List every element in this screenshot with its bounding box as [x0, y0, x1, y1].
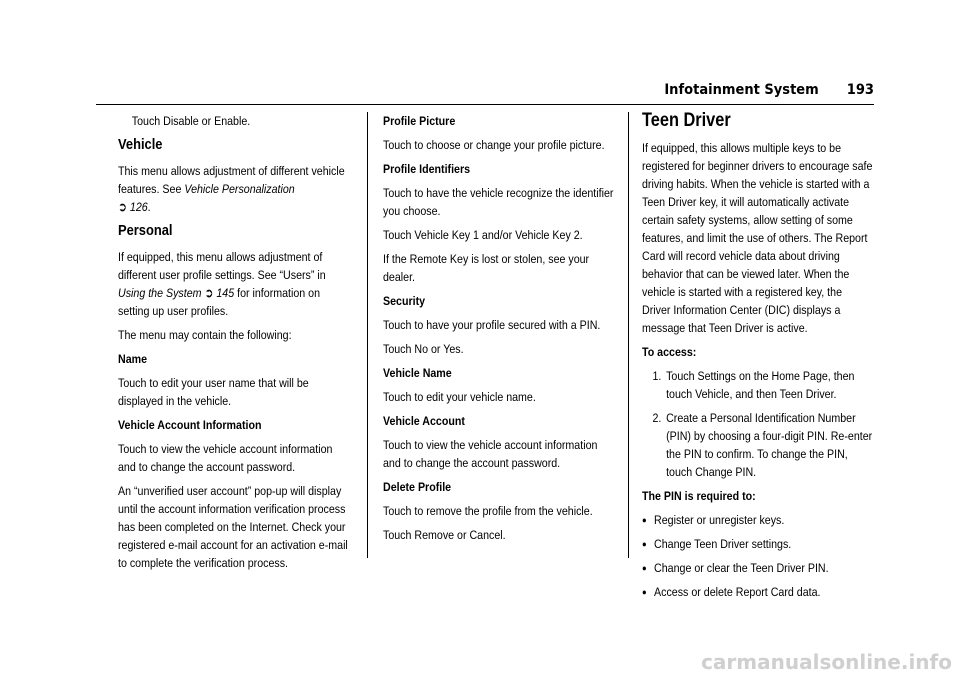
vehicle-heading: Vehicle — [118, 136, 163, 153]
security-label: Security — [383, 294, 426, 308]
profile-identifiers-text-3: If the Remote Key is lost or stolen, see your dealer. — [383, 252, 590, 284]
delete-profile-text: Touch to remove the profile from the vehicle. — [383, 504, 593, 518]
profile-identifiers-text: Touch to have the vehicle recognize the identifier you choose. — [383, 186, 614, 218]
profile-identifiers-text-2: Touch Vehicle Key 1 and/or Vehicle Key 2. — [383, 228, 583, 242]
delete-profile-text-2: Touch Remove or Cancel. — [383, 528, 506, 542]
security-text-2: Touch No or Yes. — [383, 342, 464, 356]
access-step: 2. Create a Personal Identification Number (PIN) by choosing a four-digit PIN. Re-enter the PIN to confirm. To change the PIN, touch Change PIN. — [664, 409, 872, 481]
vehicle-name-label: Vehicle Name — [383, 366, 452, 380]
column-divider-2 — [628, 112, 629, 558]
profile-picture-text: Touch to choose or change your profile picture. — [383, 138, 605, 152]
to-access-label: To access: — [642, 345, 697, 359]
personal-text — [118, 248, 351, 320]
teen-driver-intro: If equipped, this allows multiple keys to be registered for beginner drivers to encourage safe driving habits. When the vehicle is started with a Teen Driver key, it will automatically activate certain safety systems, allow setting of some features, and limit the use of others. The Report Card will record vehicle data about driving behavior that can be viewed later. When the vehicle is started with a registered key, the Driver Information Center (DIC) displays a message that Teen Driver is active. — [642, 141, 873, 335]
column-1 — [118, 112, 351, 578]
vehicle-personalization-link[interactable]: Vehicle Personalization — [184, 182, 295, 196]
section-title: Infotainment System — [664, 82, 819, 98]
using-the-system-link[interactable]: Using the System — [118, 286, 202, 300]
vehicle-account-text: Touch to view the vehicle account information and to change the account password. — [383, 438, 598, 470]
bullet-item: ● Access or delete Report Card data. — [642, 583, 872, 601]
account-info-label: Vehicle Account Information — [118, 418, 262, 432]
personal-heading: Personal — [118, 222, 173, 239]
column-3 — [642, 112, 872, 607]
vehicle-name-text: Touch to edit your vehicle name. — [383, 390, 536, 404]
page-ref-145[interactable]: ➲ 145 — [204, 286, 235, 300]
access-step: 1. Touch Settings on the Home Page, then touch Vehicle, and then Teen Driver. — [664, 367, 872, 403]
personal-text-end: for information on setting up user profiles. — [118, 286, 321, 318]
page-ref-126[interactable]: ➲ 126 — [118, 200, 148, 214]
header-rule — [96, 104, 874, 105]
access-steps — [642, 367, 872, 481]
intro-text: Touch Disable or Enable. — [131, 114, 251, 128]
column-2 — [383, 112, 618, 550]
pin-required-label: The PIN is required to: — [642, 489, 756, 503]
vehicle-text-end: . — [147, 200, 151, 214]
security-text: Touch to have your profile secured with a PIN. — [383, 318, 601, 332]
teen-driver-heading: Teen Driver — [642, 110, 731, 131]
name-label: Name — [118, 352, 148, 366]
bullet-item: ● Change Teen Driver settings. — [642, 535, 872, 553]
unverified-text: An “unverified user account” pop-up will display until the account information verification process has been completed on the Internet. Check your registered e-mail account for an activation e-mail to complete the verification process. — [118, 484, 348, 570]
menu-intro: The menu may contain the following: — [118, 328, 292, 342]
watermark: carmanualsonline.info — [701, 650, 952, 674]
name-text: Touch to edit your user name that will be displayed in the vehicle. — [118, 376, 309, 408]
profile-identifiers-label: Profile Identifiers — [383, 162, 471, 176]
profile-picture-label: Profile Picture — [383, 114, 456, 128]
delete-profile-label: Delete Profile — [383, 480, 452, 494]
account-info-text: Touch to view the vehicle account information and to change the account password. — [118, 442, 333, 474]
bullet-item: ● Change or clear the Teen Driver PIN. — [642, 559, 872, 577]
personal-text-main: If equipped, this menu allows adjustment of different user profile settings. See “Users” in — [118, 250, 326, 282]
bullet-item: ● Register or unregister keys. — [642, 511, 872, 529]
page-header — [664, 82, 874, 98]
vehicle-text — [118, 162, 351, 216]
page-number: 193 — [846, 82, 874, 98]
pin-bullets — [642, 511, 872, 601]
vehicle-text-main: This menu allows adjustment of different vehicle features. See — [118, 164, 345, 196]
vehicle-account-label: Vehicle Account — [383, 414, 465, 428]
column-divider-1 — [367, 112, 368, 558]
